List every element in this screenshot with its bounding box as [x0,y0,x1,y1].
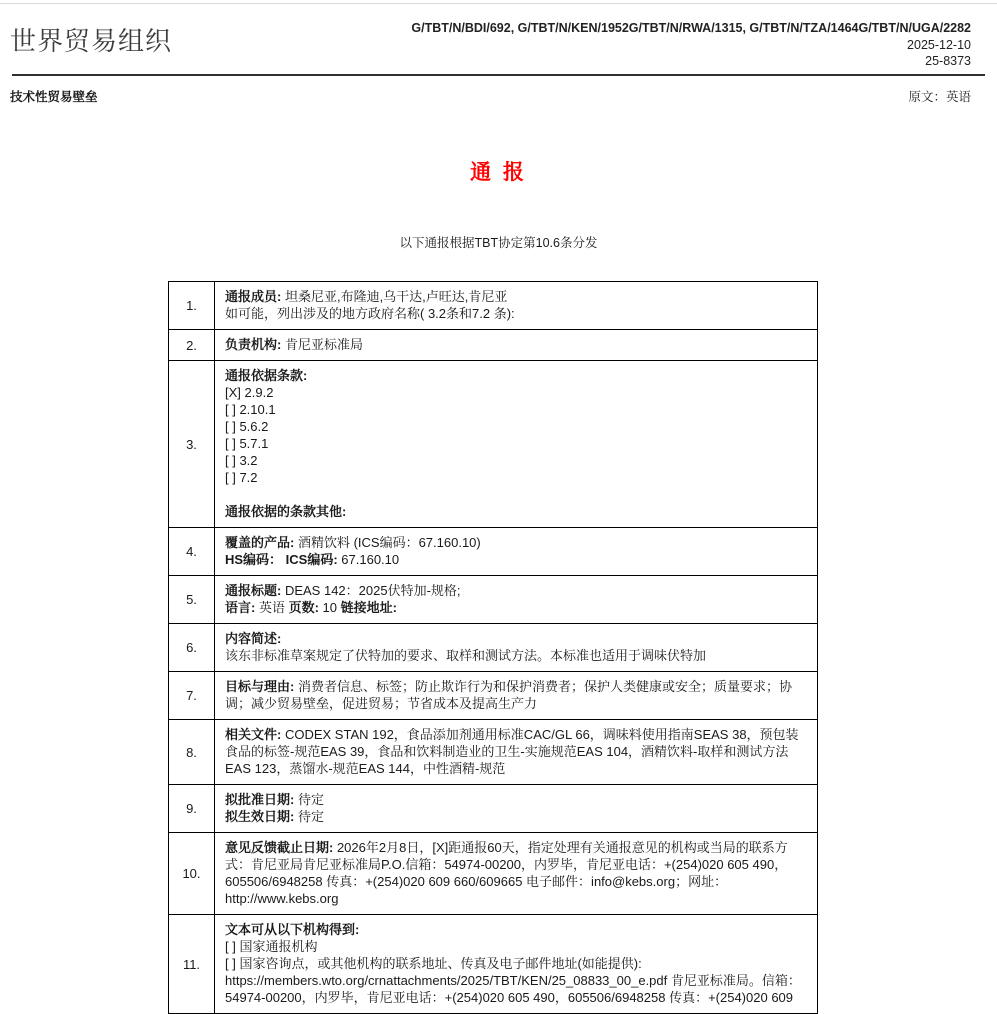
document-date: 2025-12-10 [907,38,971,52]
row-content: 覆盖的产品: 酒精饮料 (ICS编码：67.160.10) HS编码： ICS编码: 67.160.10 [215,528,818,576]
row-number: 7. [169,672,215,720]
distribution-note: 以下通报根据TBT协定第10.6条分发 [399,236,598,250]
notification-title: 通 报 [470,161,527,184]
row-content: 文本可从以下机构得到: [ ] 国家通报机构 [ ] 国家咨询点，或其他机构的联系地址、传真及电子邮件地址(如能提供): https://members.wto.org/crnattachments/2025/TBT/KEN/25_08833_00_e.pdf 肯尼亚标准局。信箱：54974-00200，内罗毕，肯尼亚电话：+(254)020 605 490，605506/6948258 传真：+(254)020 609 [215,915,818,1014]
row-number: 3. [169,361,215,528]
table-row [169,720,818,785]
page-top-divider [0,3,997,4]
row-number: 9. [169,785,215,833]
row-content: 相关文件: CODEX STAN 192，食品添加剂通用标准CAC/GL 66，调味料使用指南SEAS 38，预包装食品的标签-规范EAS 39，食品和饮料制造业的卫生-实施规范EAS 104，酒精饮料-取样和测试方法EAS 123，蒸馏水-规范EAS 144，中性酒精-规范 [215,720,818,785]
row-content: 负责机构: 肯尼亚标准局 [215,330,818,361]
row-number: 5. [169,576,215,624]
row-content: 意见反馈截止日期: 2026年2月8日，[X]距通报60天，指定处理有关通报意见的机构或当局的联系方式：肯尼亚局肯尼亚标准局P.O.信箱：54974-00200，内罗毕，肯尼亚电话：+(254)020 605 490，605506/6948258 传真：+(254)020 609 660/609665 电子邮件：info@kebs.org；网址：http://www.kebs.org [215,833,818,915]
row-content: 通报成员: 坦桑尼亚,布隆迪,乌干达,卢旺达,肯尼亚 如可能，列出涉及的地方政府名称( 3.2条和7.2 条): [215,282,818,330]
table-row [169,576,818,624]
row-number: 10. [169,833,215,915]
header-meta [411,21,971,68]
row-content: 内容简述: 该东非标准草案规定了伏特加的要求、取样和测试方法。本标准也适用于调味伏特加 [215,624,818,672]
table-row [169,624,818,672]
row-content: 目标与理由: 消费者信息、标签；防止欺诈行为和保护消费者；保护人类健康或安全；质量要求；协调；减少贸易壁垒，促进贸易；节省成本及提高生产力 [215,672,818,720]
row-number: 4. [169,528,215,576]
row-number: 2. [169,330,215,361]
table-row [169,361,818,528]
committee-label: 技术性贸易壁垒 [10,90,98,104]
table-row [169,528,818,576]
notification-table [168,281,818,1014]
notification-table-body [169,282,818,1014]
document-number: 25-8373 [925,54,971,68]
row-content: 通报依据条款: [X] 2.9.2 [ ] 2.10.1 [ ] 5.6.2 [ ] 5.7.1 [ ] 3.2 [ ] 7.2 通报依据的条款其他: [215,361,818,528]
row-number: 11. [169,915,215,1014]
document-header [0,0,997,68]
table-row [169,330,818,361]
notification-table-wrap [168,281,818,1014]
row-content: 拟批准日期: 待定 拟生效日期: 待定 [215,785,818,833]
table-row [169,282,818,330]
notification-codes: G/TBT/N/BDI/692, G/TBT/N/KEN/1952G/TBT/N/RWA/1315, G/TBT/N/TZA/1464G/TBT/N/UGA/2282 [411,21,971,35]
row-number: 1. [169,282,215,330]
table-row [169,785,818,833]
row-number: 8. [169,720,215,785]
org-title: 世界贸易组织 [10,26,173,56]
table-row [169,672,818,720]
original-language-label: 原文：英语 [908,90,971,104]
table-row [169,915,818,1014]
row-content: 通报标题: DEAS 142：2025伏特加-规格; 语言: 英语 页数: 10 链接地址: [215,576,818,624]
row-number: 6. [169,624,215,672]
table-row [169,833,818,915]
document-subheader [0,76,997,105]
